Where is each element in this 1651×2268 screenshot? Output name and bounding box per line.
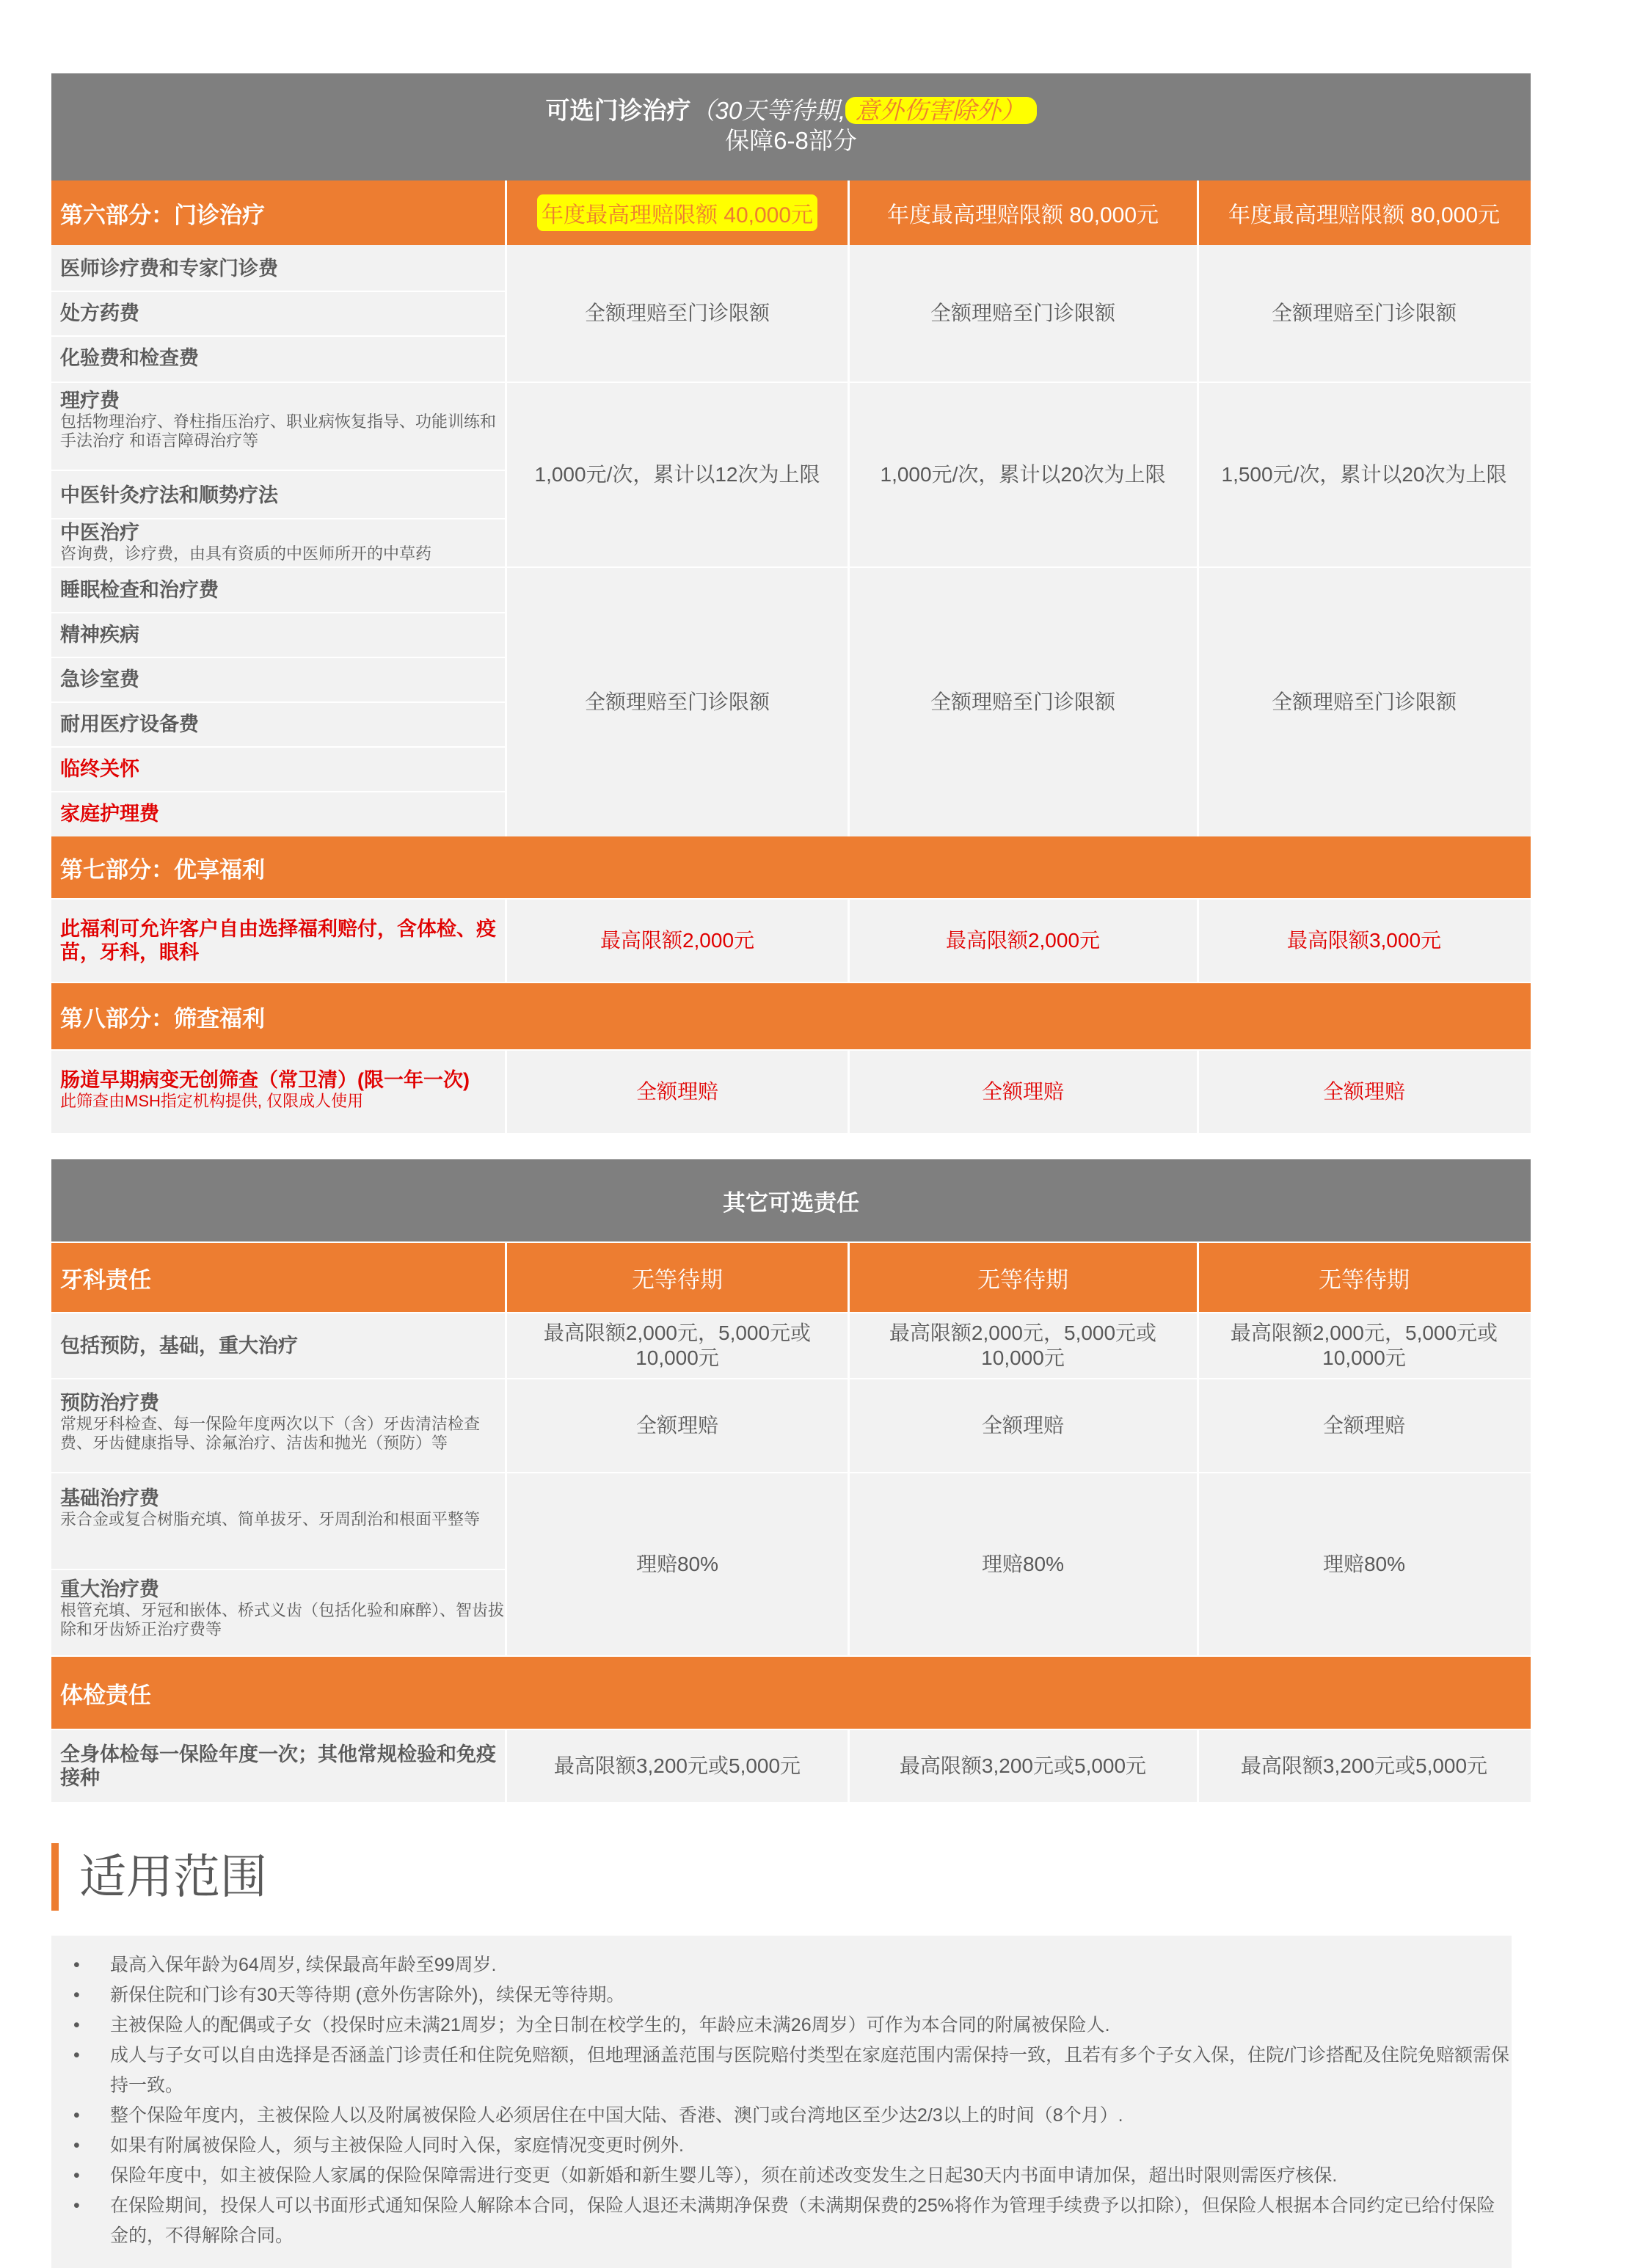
item-mental: 精神疾病 <box>60 624 139 646</box>
item-hospice: 临终关怀 <box>60 758 139 780</box>
group1-value-plan2: 全额理赔至门诊限额 <box>930 302 1115 324</box>
tcm-title: 中医治疗 <box>60 522 139 544</box>
item-lab-tests: 化验费和检查费 <box>60 347 199 369</box>
group1-value-plan1: 全额理赔至门诊限额 <box>584 302 770 324</box>
preventive-title: 预防治疗费 <box>60 1392 159 1414</box>
physio-desc: 包括物理治疗、脊柱指压治疗、职业病恢复指导、功能训练和手法治疗 和语言障碍治疗等 <box>60 412 497 450</box>
other-options-title: 其它可选责任 <box>723 1189 859 1216</box>
tcm-desc: 咨询费，诊疗费，由具有资质的中医师所开的中草药 <box>60 544 432 563</box>
dental-label: 牙科责任 <box>60 1266 151 1293</box>
major-title: 重大治疗费 <box>60 1578 159 1600</box>
note-item: • 在保险期间，投保人可以书面形式通知保险人解除本合同，保险人退还未满期净保费（未满期保费的25%将作为管理手续费予以扣除），但保险人根据本合同约定已给付保险金的，不得解除合同。 <box>73 2195 1495 2246</box>
header-subtitle: 保障6-8部分 <box>725 127 857 154</box>
item-tcm <box>60 521 505 564</box>
item-sleep: 睡眠检查和治疗费 <box>60 579 219 601</box>
part8-value-plan3: 全额理赔 <box>1322 1080 1405 1103</box>
checkup-label: 体检责任 <box>60 1682 151 1708</box>
header-title-italic: （30天等待期, <box>690 97 846 124</box>
dental-row34-plan2: 理赔80% <box>981 1553 1065 1575</box>
outpatient-table-header <box>51 73 1531 181</box>
preventive-item <box>60 1391 505 1453</box>
part7-value-plan1: 最高限额2,000元 <box>599 929 755 952</box>
dental-row1-plan1: 最高限额2,000元，5,000元或10,000元 <box>543 1321 812 1369</box>
item-home-nursing: 家庭护理费 <box>60 803 159 825</box>
scope-notes-box <box>51 1936 1512 2268</box>
part8-value-plan1: 全额理赔 <box>635 1080 718 1103</box>
note-item: • 最高入保年龄为64周岁, 续保最高年龄至99周岁. <box>73 1955 497 1975</box>
item-doctor-fee: 医师诊疗费和专家门诊费 <box>60 258 278 280</box>
header-title-highlight: 意外伤害除外） <box>845 97 1036 124</box>
major-treatment-item <box>60 1578 505 1639</box>
item-prescription: 处方药费 <box>60 302 139 324</box>
dental-row2-plan2: 全额理赔 <box>981 1414 1064 1437</box>
item-physio <box>60 389 505 451</box>
part7-row <box>51 836 1531 898</box>
dental-row2-plan3: 全额理赔 <box>1322 1414 1405 1437</box>
checkup-plan3: 最高限额3,200元或5,000元 <box>1240 1754 1488 1777</box>
group3-value-plan2: 全额理赔至门诊限额 <box>930 690 1115 713</box>
part8-value-plan2: 全额理赔 <box>981 1080 1064 1103</box>
plan1-limit-cell <box>506 181 848 245</box>
screening-item <box>60 1068 505 1111</box>
scope-title: 适用范围 <box>79 1851 267 1903</box>
other-options-header <box>51 1159 1531 1241</box>
basic-treatment-item <box>60 1487 505 1529</box>
group2-value-plan1: 1,000元/次，累计以12次为上限 <box>534 463 820 486</box>
dental-row34-plan3: 理赔80% <box>1322 1553 1406 1575</box>
scope-notes-list <box>51 1950 1512 2251</box>
dental-plan1: 无等待期 <box>632 1266 723 1293</box>
plan1-limit: 年度最高理赔限额 40,000元 <box>537 194 817 231</box>
dental-row1-plan3: 最高限额2,000元，5,000元或10,000元 <box>1230 1321 1498 1369</box>
basic-title: 基础治疗费 <box>60 1487 159 1509</box>
group1-value-plan3: 全额理赔至门诊限额 <box>1271 302 1457 324</box>
note-item: • 保险年度中，如主被保险人家属的保险保障需进行变更（如新婚和新生婴儿等），须在前述改变发生之日起30天内书面申请加保，超出时限则需医疗核保. <box>73 2165 1338 2186</box>
item-emergency: 急诊室费 <box>60 668 139 690</box>
part7-value-plan2: 最高限额2,000元 <box>945 929 1101 952</box>
part8-row <box>51 983 1531 1049</box>
part7-value-plan3: 最高限额3,000元 <box>1286 929 1442 952</box>
dental-coverage-label: 包括预防，基础，重大治疗 <box>60 1335 298 1357</box>
plan3-limit: 年度最高理赔限额 80,000元 <box>1228 203 1501 227</box>
header-title: 可选门诊治疗 <box>545 97 691 124</box>
item-acupuncture: 中医针灸疗法和顺势疗法 <box>60 484 278 506</box>
benefit-description: 此福利可允许客户自由选择福利赔付，含体检、疫苗，牙科，眼科 <box>60 918 496 963</box>
dental-row34-plan1: 理赔80% <box>635 1553 719 1575</box>
dental-plan3: 无等待期 <box>1319 1266 1410 1293</box>
part7-label: 第七部分：优享福利 <box>60 856 265 883</box>
preventive-desc: 常规牙科检查、每一保险年度两次以下（含）牙齿清洁检查费、牙齿健康指导、涂氟治疗、洁齿和抛光（预防）等 <box>60 1415 481 1452</box>
group2-value-plan2: 1,000元/次，累计以20次为上限 <box>880 463 1166 486</box>
plan2-limit: 年度最高理赔限额 80,000元 <box>886 203 1159 227</box>
note-item: • 成人与子女可以自由选择是否涵盖门诊责任和住院免赔额，但地理涵盖范围与医院赔付类型在家庭范围内需保持一致，且若有多个子女入保，住院/门诊搭配及住院免赔额需保持一致。 <box>73 2045 1509 2096</box>
screening-title: 肠道早期病变无创筛查（常卫清）(限一年一次) <box>60 1069 470 1091</box>
group3-value-plan1: 全额理赔至门诊限额 <box>584 690 770 713</box>
dental-row2-plan1: 全额理赔 <box>635 1414 718 1437</box>
section-accent-bar <box>51 1843 59 1911</box>
dental-row1-plan2: 最高限额2,000元，5,000元或10,000元 <box>889 1321 1157 1369</box>
note-item: • 整个保险年度内，主被保险人以及附属被保险人必须居住在中国大陆、香港、澳门或台湾地区至少达2/3以上的时间（8个月）. <box>73 2105 1123 2126</box>
item-equipment: 耐用医疗设备费 <box>60 713 199 735</box>
checkup-plan1: 最高限额3,200元或5,000元 <box>553 1754 801 1777</box>
part8-label: 第八部分：筛查福利 <box>60 1005 265 1032</box>
basic-desc: 汞合金或复合树脂充填、简单拔牙、牙周刮治和根面平整等 <box>60 1510 481 1528</box>
group2-value-plan3: 1,500元/次，累计以20次为上限 <box>1221 463 1507 486</box>
checkup-description: 全身体检每一保险年度一次；其他常规检验和免疫接种 <box>60 1743 496 1789</box>
note-item: • 如果有附属被保险人，须与主被保险人同时入保，家庭情况变更时例外. <box>73 2135 684 2156</box>
major-desc: 根管充填、牙冠和嵌体、桥式义齿（包括化验和麻醉）、智齿拔除和牙齿矫正治疗费等 <box>60 1601 505 1638</box>
screening-desc: 此筛查由MSH指定机构提供, 仅限成人使用 <box>60 1092 364 1110</box>
checkup-row <box>51 1657 1531 1729</box>
group3-value-plan3: 全额理赔至门诊限额 <box>1271 690 1457 713</box>
part6-label: 第六部分：门诊治疗 <box>60 202 265 228</box>
checkup-plan2: 最高限额3,200元或5,000元 <box>899 1754 1147 1777</box>
note-item: • 主被保险人的配偶或子女（投保时应未满21周岁；为全日制在校学生的，年龄应未满26周岁）可作为本合同的附属被保险人. <box>73 2015 1110 2035</box>
physio-title: 理疗费 <box>60 390 120 412</box>
note-item: • 新保住院和门诊有30天等待期 (意外伤害除外)，续保无等待期。 <box>73 1985 625 2005</box>
dental-plan2: 无等待期 <box>977 1266 1068 1293</box>
